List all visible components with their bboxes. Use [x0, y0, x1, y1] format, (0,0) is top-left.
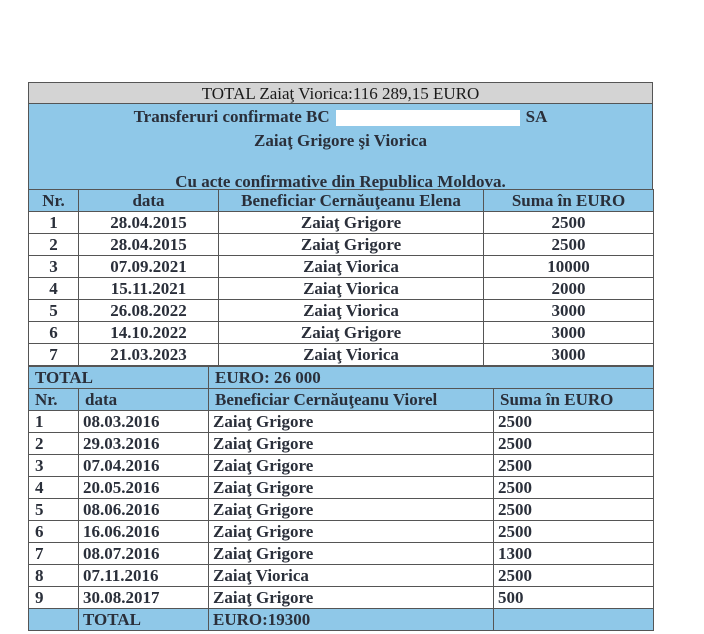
cell-nr: 7	[29, 543, 79, 565]
table-row	[29, 543, 654, 565]
cell-amount: 1300	[494, 543, 654, 565]
table-row	[29, 565, 654, 587]
cell-nr: 4	[29, 278, 79, 300]
cell-beneficiary: Zaiaţ Viorica	[219, 256, 484, 278]
cell-date: 07.09.2021	[79, 256, 219, 278]
cell-date: 30.08.2017	[79, 587, 209, 609]
cell-date: 08.07.2016	[79, 543, 209, 565]
table-row	[29, 521, 654, 543]
cell-beneficiary: Zaiaţ Grigore	[219, 322, 484, 344]
cell-date: 14.10.2022	[79, 322, 219, 344]
cell-beneficiary: Zaiaţ Viorica	[219, 300, 484, 322]
table-row	[29, 256, 654, 278]
header-line-2: Zaiaţ Grigore şi Viorica	[254, 131, 427, 150]
table-row	[29, 455, 654, 477]
subtotal-row	[29, 367, 654, 389]
column-header: Suma în EURO	[484, 190, 654, 212]
cell-beneficiary: Zaiaţ Grigore	[209, 499, 494, 521]
cell-beneficiary: Zaiaţ Grigore	[219, 212, 484, 234]
cell-nr: 5	[29, 300, 79, 322]
cell-date: 07.11.2016	[79, 565, 209, 587]
header-line-3: Cu acte confirmative din Republica Moldova.	[175, 172, 506, 191]
cell-beneficiary: Zaiaţ Viorica	[209, 565, 494, 587]
subtotal-value: EURO: 26 000	[209, 367, 654, 389]
table-row	[29, 499, 654, 521]
table-row	[29, 234, 654, 256]
cell-amount: 2000	[484, 278, 654, 300]
cell-beneficiary: Zaiaţ Grigore	[209, 477, 494, 499]
cell-amount: 2500	[494, 411, 654, 433]
column-header: data	[79, 389, 209, 411]
cell-amount: 3000	[484, 322, 654, 344]
cell-date: 08.03.2016	[79, 411, 209, 433]
cell-nr: 1	[29, 411, 79, 433]
table-row	[29, 322, 654, 344]
table-row	[29, 344, 654, 366]
cell-date: 15.11.2021	[79, 278, 219, 300]
cell-date: 29.03.2016	[79, 433, 209, 455]
header-bank-suffix: SA	[525, 107, 548, 126]
cell-nr: 9	[29, 587, 79, 609]
cell-amount: 2500	[494, 455, 654, 477]
cell-date: 20.05.2016	[79, 477, 209, 499]
cell-beneficiary: Zaiaţ Grigore	[209, 543, 494, 565]
cell-beneficiary: Zaiaţ Grigore	[219, 234, 484, 256]
table-viorel	[28, 366, 654, 631]
cell-date: 08.06.2016	[79, 499, 209, 521]
cell-amount: 2500	[484, 234, 654, 256]
cell-beneficiary: Zaiaţ Grigore	[209, 433, 494, 455]
cell-nr: 8	[29, 565, 79, 587]
total-value: EURO:19300	[209, 609, 494, 631]
table-row	[29, 477, 654, 499]
cell-beneficiary: Zaiaţ Grigore	[209, 411, 494, 433]
cell-amount: 2500	[494, 433, 654, 455]
cell-date: 26.08.2022	[79, 300, 219, 322]
column-header: Beneficiar Cernăuţeanu Elena	[219, 190, 484, 212]
cell-date: 28.04.2015	[79, 212, 219, 234]
cell-nr: 2	[29, 433, 79, 455]
header-line-1	[29, 107, 652, 127]
cell-nr: 7	[29, 344, 79, 366]
total-empty-cell	[29, 609, 79, 631]
cell-amount: 2500	[494, 499, 654, 521]
table-row	[29, 411, 654, 433]
cell-nr: 3	[29, 256, 79, 278]
column-header: Nr.	[29, 190, 79, 212]
table-row	[29, 587, 654, 609]
cell-nr: 3	[29, 455, 79, 477]
redacted-box	[336, 110, 520, 126]
cell-amount: 500	[494, 587, 654, 609]
cell-amount: 3000	[484, 344, 654, 366]
cell-date: 07.04.2016	[79, 455, 209, 477]
cell-date: 28.04.2015	[79, 234, 219, 256]
table-row	[29, 300, 654, 322]
document-title: TOTAL Zaiaţ Viorica:116 289,15 EURO	[28, 82, 653, 104]
cell-amount: 2500	[484, 212, 654, 234]
column-header: Suma în EURO	[494, 389, 654, 411]
header-block	[28, 104, 653, 189]
cell-beneficiary: Zaiaţ Grigore	[209, 455, 494, 477]
cell-date: 21.03.2023	[79, 344, 219, 366]
column-header: Nr.	[29, 389, 79, 411]
column-header: data	[79, 190, 219, 212]
cell-beneficiary: Zaiaţ Grigore	[209, 521, 494, 543]
column-header: Beneficiar Cernăuţeanu Viorel	[209, 389, 494, 411]
table-header-row	[29, 190, 654, 212]
cell-beneficiary: Zaiaţ Viorica	[219, 344, 484, 366]
document	[28, 82, 653, 631]
cell-amount: 2500	[494, 565, 654, 587]
table-header-row	[29, 389, 654, 411]
cell-nr: 2	[29, 234, 79, 256]
total-empty-cell	[494, 609, 654, 631]
cell-beneficiary: Zaiaţ Viorica	[219, 278, 484, 300]
cell-nr: 6	[29, 322, 79, 344]
cell-nr: 6	[29, 521, 79, 543]
cell-nr: 1	[29, 212, 79, 234]
cell-amount: 2500	[494, 477, 654, 499]
cell-nr: 4	[29, 477, 79, 499]
table-row	[29, 212, 654, 234]
cell-amount: 3000	[484, 300, 654, 322]
table-row	[29, 433, 654, 455]
subtotal-label: TOTAL	[29, 367, 209, 389]
cell-nr: 5	[29, 499, 79, 521]
table-elena	[28, 189, 654, 366]
cell-date: 16.06.2016	[79, 521, 209, 543]
total-label: TOTAL	[79, 609, 209, 631]
cell-amount: 10000	[484, 256, 654, 278]
table-row	[29, 278, 654, 300]
cell-amount: 2500	[494, 521, 654, 543]
header-bank-label: Transferuri confirmate BC	[133, 107, 330, 126]
cell-beneficiary: Zaiaţ Grigore	[209, 587, 494, 609]
total-row	[29, 609, 654, 631]
